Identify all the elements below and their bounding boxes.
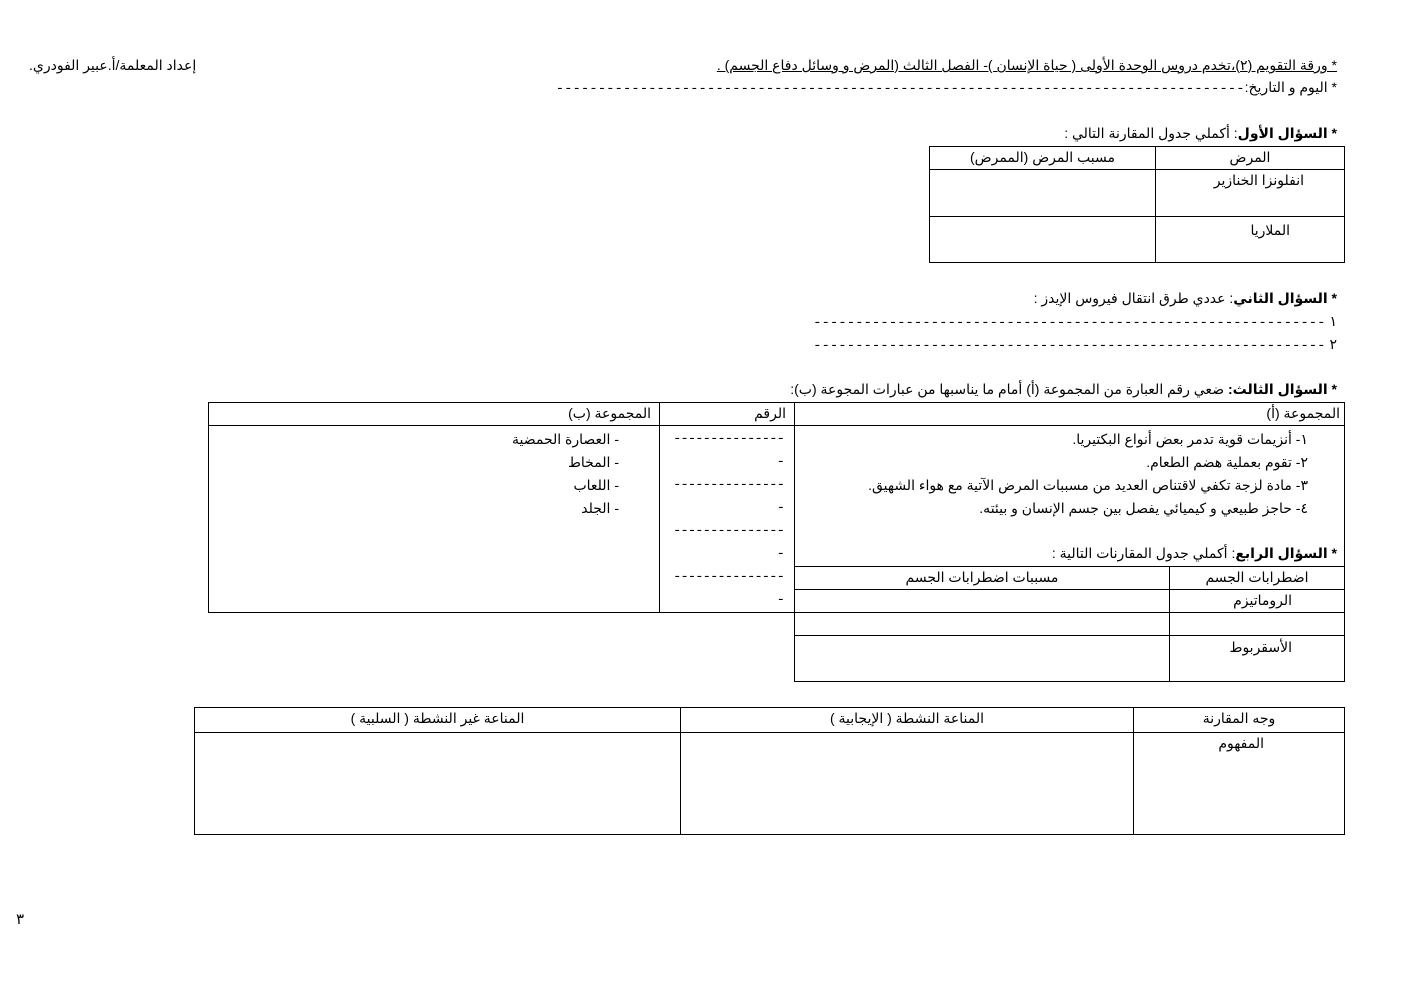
q4-prompt [1052, 545, 1337, 562]
q3-text: ضعي رقم العبارة من المجموعة (أ) أمام ما يناسبها من عبارات المجوعة (ب): [790, 381, 1228, 397]
q1-header-disease: المرض [1156, 147, 1345, 170]
table-row [930, 217, 1345, 263]
q1-text: : أكملي جدول المقارنة التالي : [1064, 125, 1238, 141]
number-blank[interactable]: ---------------- [672, 523, 784, 562]
q5-answer-cell[interactable] [681, 733, 1134, 835]
q4-answer-cell[interactable] [795, 590, 1170, 636]
q1-row-disease: انفلونزا الخنازير [1156, 170, 1345, 217]
list-item: ١- أنزيمات قوية تدمر بعض أنواع البكتيريا. [1072, 431, 1308, 447]
q1-header-cause: مسبب المرض (الممرض) [930, 147, 1156, 170]
q4-header-disorder: اضطرابات الجسم [1170, 567, 1345, 590]
q4-answer-cell[interactable] [795, 636, 1170, 682]
q2-answer-line-1[interactable] [813, 313, 1337, 331]
q1-answer-cell[interactable] [930, 170, 1156, 217]
list-item: - العصارة الحمضية [511, 431, 619, 447]
q2-label: * السؤال الثاني [1233, 290, 1337, 306]
table-row [795, 636, 1345, 682]
q2-line-number: ٢ [1329, 336, 1337, 352]
q3-group-b-list [209, 426, 660, 613]
table-row [930, 170, 1345, 217]
list-item: - اللعاب [573, 477, 619, 493]
q1-answer-cell[interactable] [930, 217, 1156, 263]
q4-label: * السؤال الرابع [1235, 545, 1337, 561]
immunity-comparison-table [194, 707, 1345, 835]
q1-row-disease: الملاريا [1156, 217, 1345, 263]
q5-header-active-immunity: المناعة النشطة ( الإيجابية ) [681, 708, 1134, 733]
number-blank[interactable]: ---------------- [672, 569, 784, 608]
q3-header-group-b: المجموعة (ب) [209, 403, 660, 426]
table-row [209, 403, 1345, 426]
q2-answer-line-2[interactable] [813, 336, 1337, 354]
number-blank[interactable]: ---------------- [672, 477, 784, 516]
q3-header-group-a: المجموعة (أ) [795, 403, 1345, 426]
q5-row-concept: المفهوم [1134, 733, 1345, 835]
q4-text: : أكملي جدول المقارنات التالية : [1051, 545, 1236, 561]
list-item: - المخاط [567, 454, 619, 470]
q2-line: ------------------------------------------------------------- [813, 315, 1326, 331]
q2-line: ------------------------------------------------------------- [813, 338, 1326, 354]
q1-table [929, 146, 1345, 263]
date-field [556, 79, 1337, 97]
q3-number-blanks [660, 426, 795, 613]
q4-header-causes: مسببات اضطرابات الجسم [795, 567, 1170, 590]
q4-table [794, 566, 1345, 682]
worksheet-title: * ورقة التقويم (٢)،تخدم دروس الوحدة الأولى ( حياة الإنسان )- الفصل الثالث (المرض و وسائل دفاع الجسم) . [716, 57, 1337, 73]
list-item: ٣- مادة لزجة تكفي لاقتناص العديد من مسببات المرض الآتية مع هواء الشهيق. [868, 477, 1308, 493]
q5-header-passive-immunity: المناعة غير النشطة ( السلبية ) [195, 708, 681, 733]
q2-text: : عددي طرق انتقال فيروس الإيدز : [1033, 290, 1234, 306]
table-row [195, 733, 1345, 835]
list-item: - الجلد [581, 500, 619, 516]
page-number: ٣ [16, 911, 25, 928]
q1-prompt [1064, 125, 1337, 142]
date-line: ---------------------------------------------------------------------------------- [555, 81, 1245, 97]
q4-row-disorder: الأسقربوط [1170, 636, 1345, 682]
table-row [930, 147, 1345, 170]
q5-answer-cell[interactable] [195, 733, 681, 835]
q3-prompt [790, 381, 1337, 398]
q2-prompt [1034, 290, 1337, 307]
table-row [795, 567, 1345, 590]
q4-row-disorder: الروماتيزم [1170, 590, 1345, 636]
q3-header-number: الرقم [660, 403, 795, 426]
table-row [195, 708, 1345, 733]
teacher-credit: إعداد المعلمة/أ.عبير الفودري. [29, 57, 197, 73]
date-label: * اليوم و التاريخ: [1244, 79, 1337, 95]
list-item: ٢- تقوم بعملية هضم الطعام. [1146, 454, 1308, 470]
q5-header-aspect: وجه المقارنة [1134, 708, 1345, 733]
q2-line-number: ١ [1329, 313, 1337, 329]
table-row [795, 590, 1345, 636]
q3-label: * السؤال الثالث: [1227, 381, 1337, 397]
list-item: ٤- حاجز طبيعي و كيميائي يفصل بين جسم الإنسان و بيئته. [979, 500, 1308, 516]
number-blank[interactable]: ---------------- [672, 431, 784, 470]
q1-label: * السؤال الأول [1237, 125, 1337, 141]
